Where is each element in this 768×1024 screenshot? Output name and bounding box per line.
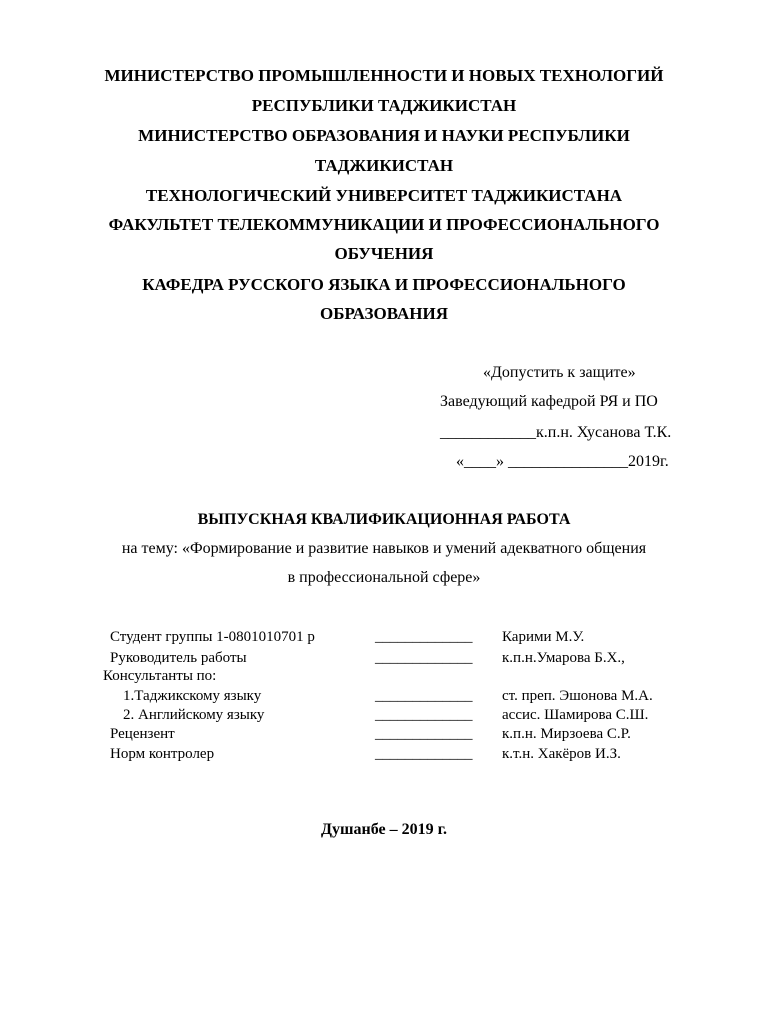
student-label: Студент группы 1-0801010701 р: [110, 629, 315, 645]
consultant-english-name: ассис. Шамирова С.Ш.: [502, 707, 649, 723]
thesis-topic-line-1: на тему: «Формирование и развитие навыков и умений адекватного общения: [121, 540, 647, 557]
consultant-english-signature-line: _____________: [375, 707, 473, 723]
department-name: КАФЕДРА РУССКОГО ЯЗЫКА И ПРОФЕССИОНАЛЬНОГО: [142, 275, 626, 294]
approval-date: «____» _______________2019г.: [456, 453, 669, 470]
department-head-title: Заведующий кафедрой РЯ и ПО: [440, 393, 658, 410]
student-name: Карими М.У.: [502, 629, 585, 645]
reviewer-name: к.п.н. Мирзоева С.Р.: [502, 726, 631, 742]
student-signature-line: _____________: [375, 629, 473, 645]
department-name-continued: ОБРАЗОВАНИЯ: [320, 304, 448, 323]
supervisor-name: к.п.н.Умарова Б.Х.,: [502, 650, 625, 666]
thesis-topic-line-2: в профессиональной сфере»: [287, 569, 481, 586]
reviewer-label: Рецензент: [110, 726, 175, 742]
ministry-education-country: ТАДЖИКИСТАН: [314, 156, 454, 175]
reviewer-signature-line: _____________: [375, 726, 473, 742]
consultants-label: Консультанты по:: [103, 668, 217, 684]
supervisor-label: Руководитель работы: [110, 650, 247, 666]
admit-to-defense: «Допустить к защите»: [483, 364, 636, 381]
consultant-tajik-signature-line: _____________: [375, 688, 473, 704]
norm-controller-name: к.т.н. Хакёров И.З.: [502, 746, 621, 762]
supervisor-signature-line: _____________: [375, 650, 473, 666]
norm-controller-signature-line: _____________: [375, 746, 473, 762]
norm-controller-label: Норм контролер: [110, 746, 215, 762]
faculty-name: ФАКУЛЬТЕТ ТЕЛЕКОММУНИКАЦИИ И ПРОФЕССИОНАЛЬНОГО: [108, 215, 660, 234]
consultant-tajik-label: 1.Таджикскому языку: [123, 688, 262, 704]
department-head-signature: ____________к.п.н. Хусанова Т.К.: [440, 424, 672, 441]
ministry-industry-country: РЕСПУБЛИКИ ТАДЖИКИСТАН: [251, 96, 517, 115]
ministry-industry-title: МИНИСТЕРСТВО ПРОМЫШЛЕННОСТИ И НОВЫХ ТЕХНОЛОГИЙ: [104, 66, 664, 85]
city-year: Душанбе – 2019 г.: [320, 821, 448, 838]
faculty-name-continued: ОБУЧЕНИЯ: [334, 244, 434, 263]
consultant-english-label: 2. Английскому языку: [123, 707, 265, 723]
ministry-education-title: МИНИСТЕРСТВО ОБРАЗОВАНИЯ И НАУКИ РЕСПУБЛИКИ: [138, 126, 630, 145]
university-name: ТЕХНОЛОГИЧЕСКИЙ УНИВЕРСИТЕТ ТАДЖИКИСТАНА: [145, 186, 623, 205]
consultant-tajik-name: ст. преп. Эшонова М.А.: [502, 688, 653, 704]
thesis-type: ВЫПУСКНАЯ КВАЛИФИКАЦИОННАЯ РАБОТА: [197, 511, 571, 528]
